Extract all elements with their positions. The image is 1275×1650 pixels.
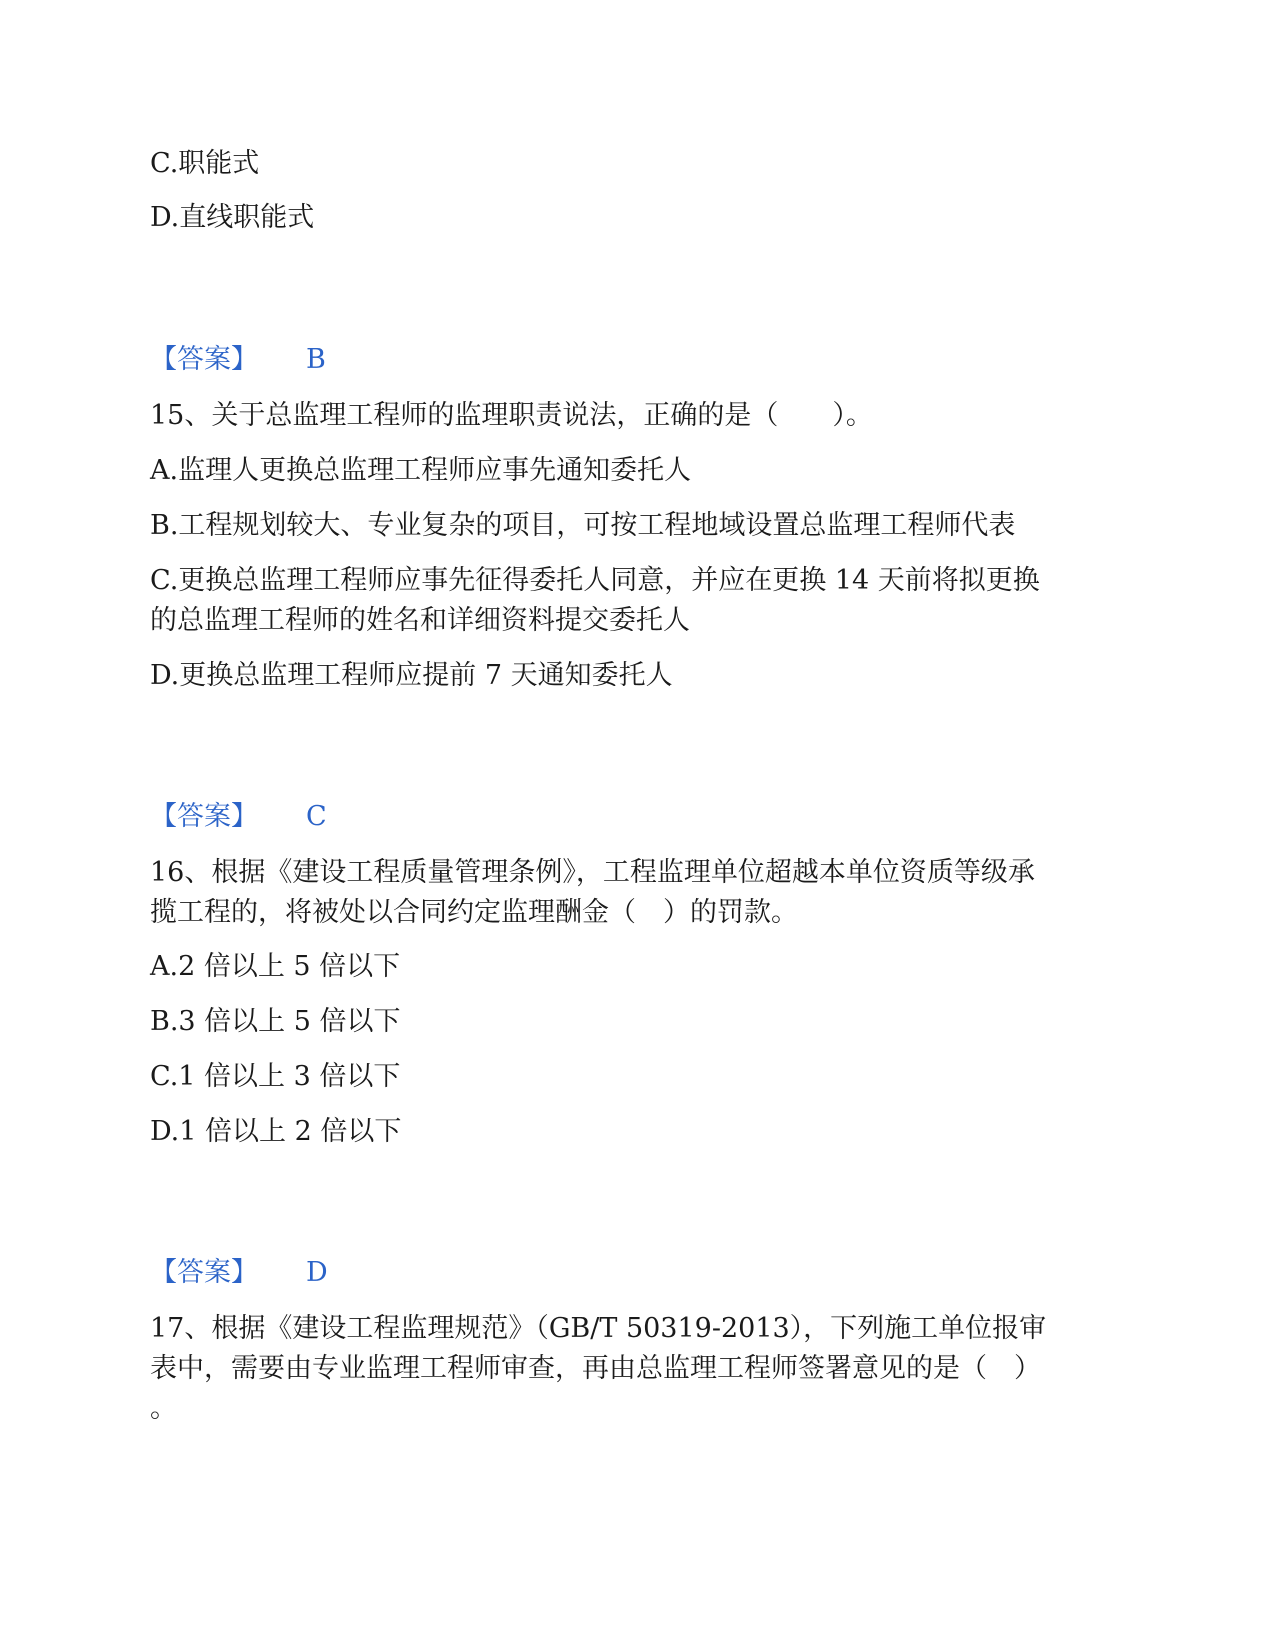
question-15-option-a: A.监理人更换总监理工程师应事先通知委托人 xyxy=(150,455,692,486)
answer-row-q15 xyxy=(150,797,1110,837)
question-17-stem-line2: 表中，需要由专业监理工程师审查，再由总监理工程师签署意见的是（ ） xyxy=(150,1353,1041,1384)
question-16-option-b: B.3 倍以上 5 倍以下 xyxy=(150,1006,401,1037)
question-15-option-c-line1: C.更换总监理工程师应事先征得委托人同意，并应在更换 14 天前将拟更换 xyxy=(150,565,1040,596)
question-15-option-c-line2: 的总监理工程师的姓名和详细资料提交委托人 xyxy=(150,605,690,636)
answer-label: 【答案】 xyxy=(150,801,258,832)
answer-label: 【答案】 xyxy=(150,1257,258,1288)
answer-value: D xyxy=(306,1257,328,1288)
question-16-option-d: D.1 倍以上 2 倍以下 xyxy=(150,1116,402,1147)
option-d-previous: D.直线职能式 xyxy=(150,202,315,233)
question-16-stem-line2: 揽工程的，将被处以合同约定监理酬金（ ）的罚款。 xyxy=(150,897,798,928)
answer-value: C xyxy=(306,801,327,832)
question-15-option-b: B.工程规划较大、专业复杂的项目，可按工程地域设置总监理工程师代表 xyxy=(150,510,1016,541)
question-15-option-d: D.更换总监理工程师应提前 7 天通知委托人 xyxy=(150,660,673,691)
answer-row-q14 xyxy=(150,340,1110,380)
question-16-option-a: A.2 倍以上 5 倍以下 xyxy=(150,951,401,982)
answer-value: B xyxy=(306,344,326,375)
answer-row-q16 xyxy=(150,1253,1110,1293)
question-17-stem-line3: 。 xyxy=(150,1393,177,1424)
question-16-option-c: C.1 倍以上 3 倍以下 xyxy=(150,1061,401,1092)
question-17-stem-line1: 17、根据《建设工程监理规范》（GB/T 50319-2013），下列施工单位报审 xyxy=(150,1313,1047,1344)
question-15-stem: 15、关于总监理工程师的监理职责说法，正确的是（ ）。 xyxy=(150,400,873,431)
answer-label: 【答案】 xyxy=(150,344,258,375)
option-c-previous: C.职能式 xyxy=(150,148,260,179)
question-16-stem-line1: 16、根据《建设工程质量管理条例》，工程监理单位超越本单位资质等级承 xyxy=(150,857,1035,888)
